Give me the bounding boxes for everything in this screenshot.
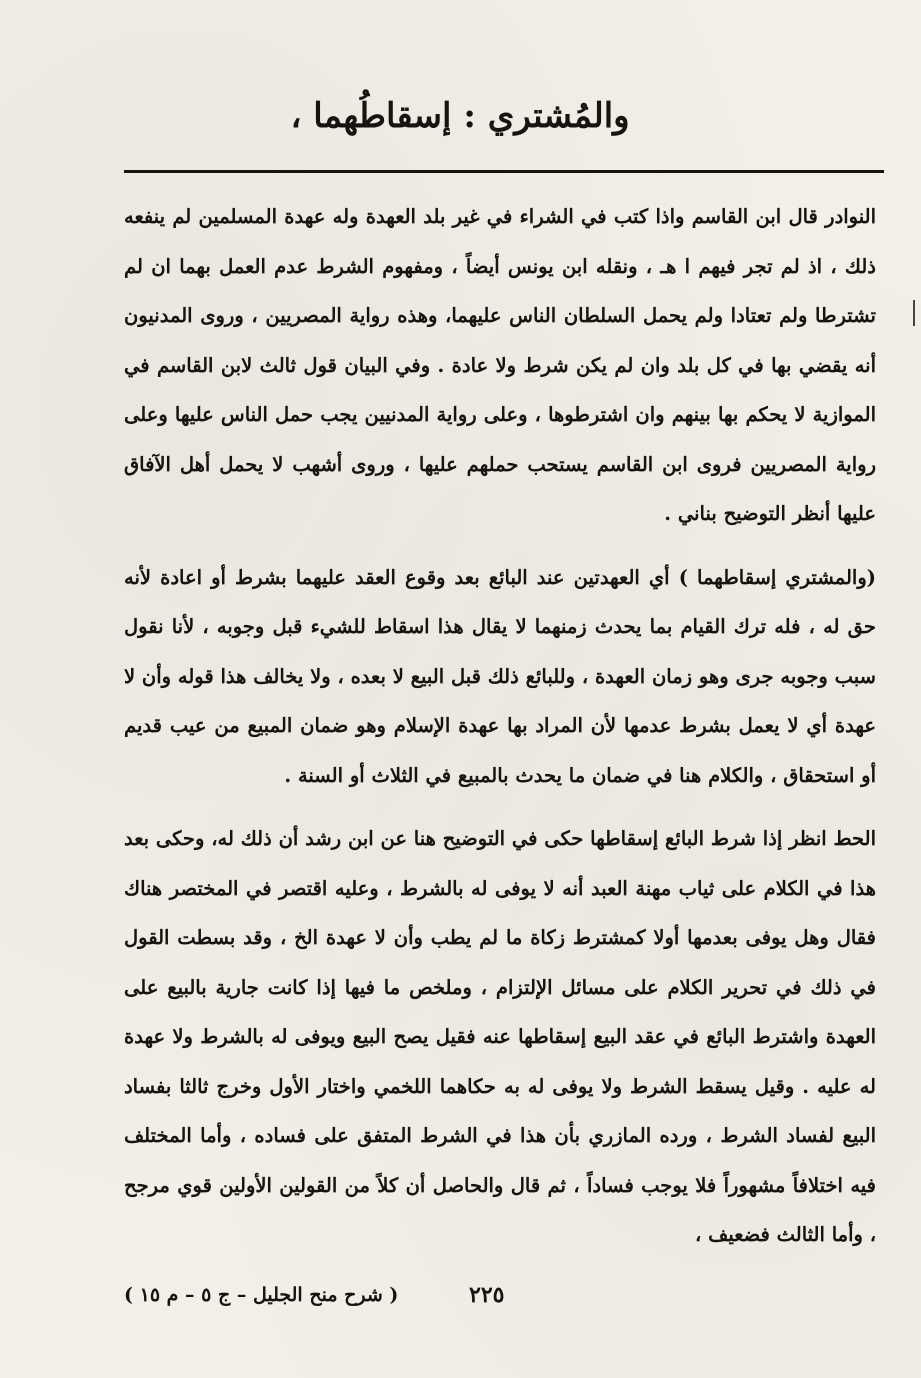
page-footer: [124, 1284, 884, 1314]
paragraph-1: النوادر قال ابن القاسم واذا كتب في الشراء في غير بلد العهدة وله عهدة المسلمين لم ينفعه ذلك ، اذ لم تجر فيهم ا هـ ، ونقله ابن يونس أيضاً ، ومفهوم الشرط عدم العمل بهما ان لم تشترطا ولم تعتادا ولم يحمل السلطان الناس عليهما، وهذه رواية المصريين ، وروى المدنيون أنه يقضي بها في كل بلد وان لم يكن شرط ولا عادة . وفي البيان قول ثالث لابن القاسم في الموازية لا يحكم بها بينهم وان اشترطوها ، وعلى رواية المدنيين يجب حمل الناس عليها وعلى رواية المصريين فروى ابن القاسم يستحب حملهم عليها ، وروى أشهب لا يحمل أهل الآفاق عليها أنظر التوضيح بناني .: [124, 205, 876, 525]
page-number: ٢٢٥: [469, 1282, 505, 1308]
margin-mark: [913, 300, 915, 326]
page-header-title: والمُشتري : إسقاطُهما ،: [290, 96, 630, 136]
body-text: [124, 192, 876, 1260]
paragraph-3: الحط انظر إذا شرط البائع إسقاطها حكى في التوضيح هنا عن ابن رشد أن ذلك له، وحكى بعد هذا في الكلام على ثياب مهنة العبد أنه لا يوفى له بالشرط ، وعليه اقتصر في المختصر هناك فقال وهل يوفى بعدمها أولا كمشترط زكاة ما لم يطب وأن لا عهدة الخ ، وقد بسطت القول في ذلك في تحرير الكلام على مسائل الإلتزام ، وملخص ما فيها إذا كانت جارية بالبيع على العهدة واشترط البائع في عقد البيع إسقاطها عنه فقيل يصح البيع ويوفى له بالشرط ولا عهدة له عليه . وقيل يسقط الشرط ولا يوفى له به حكاهما اللخمي واختار الأول وخرج ثالثا بفساد البيع لفساد الشرط ، ورده المازري بأن هذا في الشرط المتفق على فساده ، وأما المختلف فيه اختلافاً مشهوراً فلا يوجب فساداً ، ثم قال والحاصل أن كلاً من القولين الأولين قوي مرجح ، وأما الثالث فضعيف ،: [124, 827, 876, 1246]
paragraph-2: (والمشتري إسقاطهما ) أي العهدتين عند البائع بعد وقوع العقد عليهما بشرط أو اعادة لأنه حق له ، فله ترك القيام بما يحدث زمنهما لا يقال هذا اسقاط للشيء قبل وجوبه ، لأنا نقول سبب وجوبه جرى وهو زمان العهدة ، وللبائع ذلك قبل البيع لا بعده ، ولا يخالف هذا قوله وأن لا عهدة أي لا يعمل بشرط عدمها لأن المراد بها عهدة الإسلام وهو ضمان المبيع من عيب قديم أو استحقاق ، والكلام هنا في ضمان ما يحدث بالمبيع في الثلاث أو السنة .: [124, 565, 876, 787]
footer-reference: ( شرح منح الجليل – ج ٥ – م ١٥ ): [124, 1284, 399, 1306]
header-divider: [124, 170, 884, 173]
